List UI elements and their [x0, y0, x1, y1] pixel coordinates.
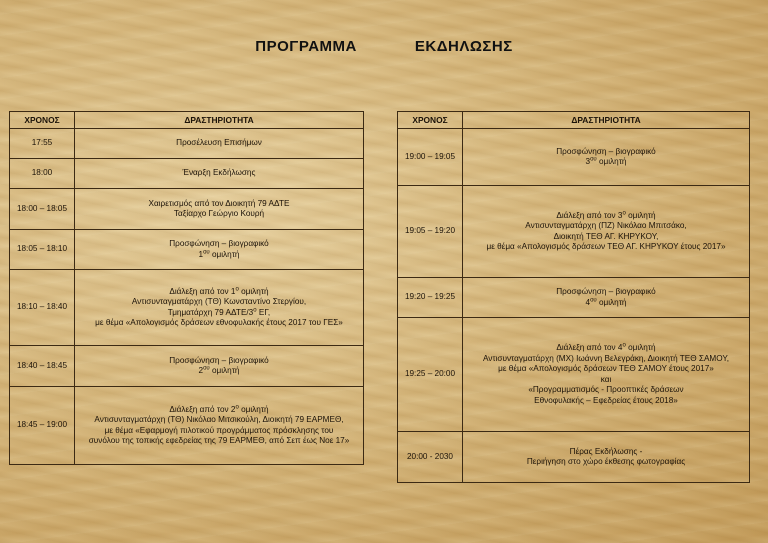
page-title	[0, 38, 768, 55]
activity-cell	[75, 159, 364, 189]
time-cell: 18:10 – 18:40	[10, 270, 75, 346]
activity-line: Αντισυνταγματάρχη (ΜΧ) Ιωάννη Βελεγράκη, Διοικητή ΤΕΘ ΣΑΜΟΥ,	[482, 353, 730, 363]
activity-line: Αντισυνταγματάρχη (ΤΘ) Κωνσταντίνο Στεργίου,	[131, 297, 307, 306]
activity-line: Αντισυνταγματάρχη (ΠΖ) Νικόλαο Μπιτσάκο,	[525, 221, 687, 230]
schedule-row	[10, 387, 364, 465]
table-header-row	[398, 112, 750, 129]
activity-cell	[463, 432, 750, 483]
header-activity: ΔΡΑΣΤΗΡΙΟΤΗΤΑ	[75, 112, 364, 129]
header-time: ΧΡΟΝΟΣ	[398, 112, 463, 129]
activity-line: Προσέλευση Επισήμων	[176, 138, 262, 148]
activity-cell	[75, 270, 364, 346]
activity-line: Περιήγηση στο χώρο έκθεσης φωτογραφίας	[526, 457, 686, 466]
activity-line: Έναρξη Εκδήλωσης	[182, 168, 256, 178]
time-cell: 18:40 – 18:45	[10, 346, 75, 387]
activity-line: Τμηματάρχη 79 ΑΔΤΕ/$3^o$ ΕΓ,	[167, 306, 271, 317]
activity-line: «Προγραμματισμός - Προοπτικές δράσεων	[528, 385, 684, 394]
schedule-row	[10, 346, 364, 387]
schedule-table-right	[397, 111, 750, 483]
title-word-ekdilosis: ΕΚΔΗΛΩΣΗΣ	[414, 38, 513, 55]
activity-line: $1^{o\upsilon}$ ομιλητή	[198, 248, 240, 259]
activity-line: Προσφώνηση – βιογραφικό	[556, 287, 656, 296]
activity-line: και	[600, 374, 612, 384]
activity-line: Προσφώνηση – βιογραφικό	[169, 355, 269, 365]
schedule-row	[10, 159, 364, 189]
activity-line: με θέμα «Εφαρμογή πιλοτικού προγράμματος πρόσκλησης του	[104, 425, 334, 435]
activity-line: με θέμα «Απολογισμός δράσεων εθνοφυλακής έτους 2017 του ΓΕΣ»	[95, 318, 343, 327]
activity-line: Διοικητή ΤΕΘ ΑΓ. ΚΗΡΥΚΟΥ,	[553, 231, 659, 241]
time-cell: 19:25 – 20:00	[398, 318, 463, 432]
schedule-row	[398, 186, 750, 278]
activity-cell	[463, 278, 750, 318]
activity-line: Διάλεξη από τον $3^o$ ομιλητή	[556, 209, 656, 220]
activity-line: $3^{o\upsilon}$ ομιλητή	[585, 156, 627, 166]
activity-cell	[463, 186, 750, 278]
activity-cell	[463, 318, 750, 432]
activity-line: $4^{o\upsilon}$ ομιλητή	[585, 296, 627, 307]
activity-line: Εθνοφυλακής – Εφεδρείας έτους 2018»	[534, 395, 678, 405]
schedule-row	[10, 189, 364, 230]
time-cell: 17:55	[10, 129, 75, 159]
activity-line: Χαιρετισμός από τον Διοικητή 79 ΑΔΤΕ	[148, 198, 290, 208]
activity-cell	[75, 230, 364, 270]
activity-cell	[75, 129, 364, 159]
time-cell: 19:20 – 19:25	[398, 278, 463, 318]
activity-line: Ταξίαρχο Γεώργιο Κουρή	[173, 209, 265, 218]
schedule-row	[10, 230, 364, 270]
activity-line: Πέρας Εκδήλωσης -	[569, 446, 643, 456]
header-time: ΧΡΟΝΟΣ	[10, 112, 75, 129]
activity-line: $2^{o\upsilon}$ ομιλητή	[198, 365, 240, 375]
activity-line: Διάλεξη από τον $4^o$ ομιλητή	[556, 342, 656, 352]
time-cell: 19:00 – 19:05	[398, 129, 463, 186]
title-word-programma: ΠΡΟΓΡΑΜΜΑ	[255, 38, 357, 55]
time-cell: 18:45 – 19:00	[10, 387, 75, 465]
schedule-row	[10, 129, 364, 159]
activity-line: Αντισυνταγματάρχη (ΤΘ) Νικόλαο Μιτσικούλη, Διοικητή 79 ΕΑΡΜΕΘ,	[94, 415, 344, 424]
activity-line: με θέμα «Απολογισμός δράσεων ΤΕΘ ΑΓ. ΚΗΡΥΚΟΥ έτους 2017»	[486, 242, 726, 251]
schedule-row	[10, 270, 364, 346]
time-cell: 20:00 - 2030	[398, 432, 463, 483]
header-activity: ΔΡΑΣΤΗΡΙΟΤΗΤΑ	[463, 112, 750, 129]
activity-cell	[75, 387, 364, 465]
right-table-body	[398, 129, 750, 483]
activity-line: συνόλου της τοπικής εφεδρείας της 79 ΕΑΡΜΕΘ, από Σεπ έως Νοε 17»	[88, 436, 350, 445]
activity-line: με θέμα «Απολογισμός δράσεων ΤΕΘ ΣΑΜΟΥ έτους 2017»	[498, 364, 714, 373]
activity-line: Διάλεξη από τον $1^o$ ομιλητή	[169, 285, 269, 296]
schedule-row	[398, 129, 750, 186]
activity-line: Διάλεξη από τον $2^o$ ομιλητή	[169, 403, 269, 414]
schedule-row	[398, 432, 750, 483]
schedule-table-left	[9, 111, 364, 465]
table-header-row	[10, 112, 364, 129]
time-cell: 18:00 – 18:05	[10, 189, 75, 230]
time-cell: 18:00	[10, 159, 75, 189]
time-cell: 18:05 – 18:10	[10, 230, 75, 270]
activity-line: Προσφώνηση – βιογραφικό	[556, 146, 656, 156]
activity-cell	[463, 129, 750, 186]
activity-cell	[75, 189, 364, 230]
activity-line: Προσφώνηση – βιογραφικό	[169, 239, 269, 248]
schedule-row	[398, 318, 750, 432]
left-table-body	[10, 129, 364, 465]
schedule-row	[398, 278, 750, 318]
activity-cell	[75, 346, 364, 387]
time-cell: 19:05 – 19:20	[398, 186, 463, 278]
